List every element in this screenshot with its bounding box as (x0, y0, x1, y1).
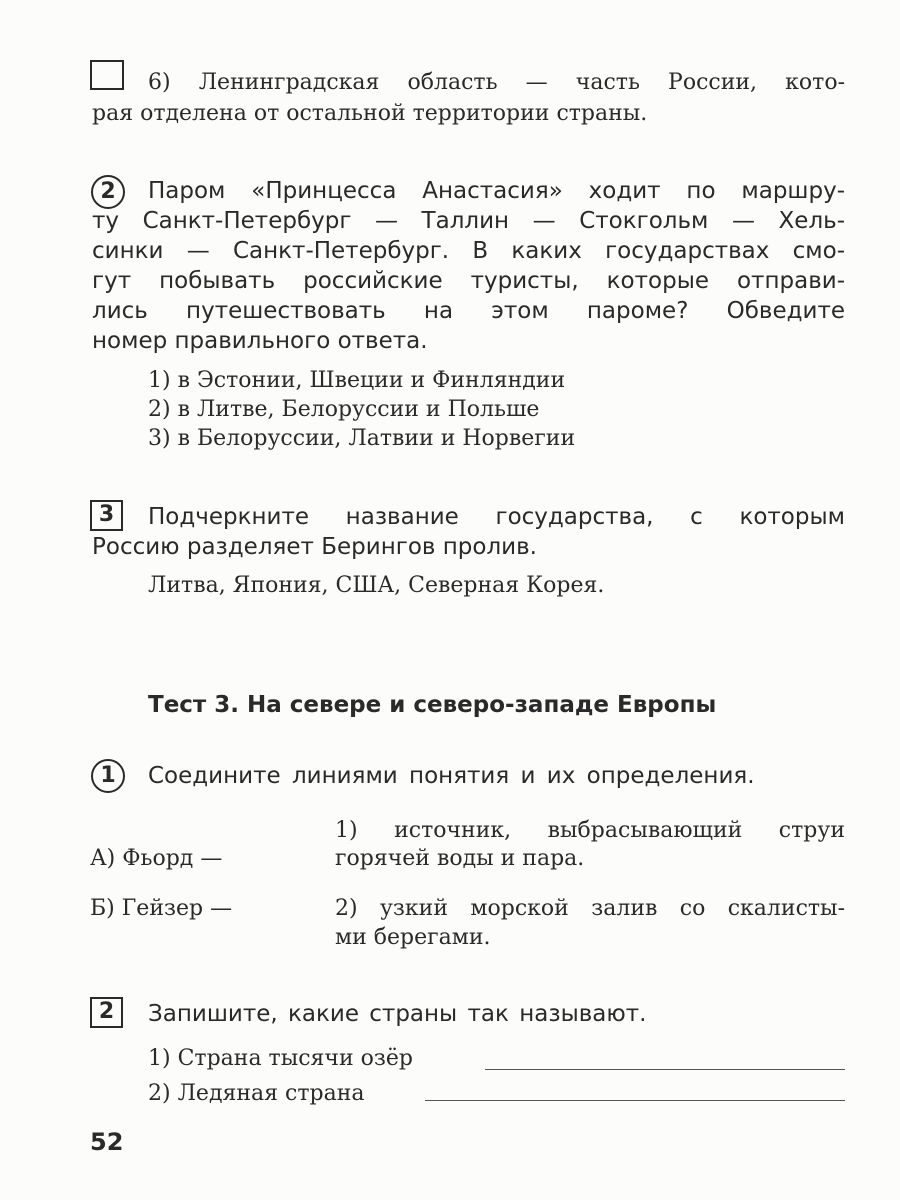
q3-countries[interactable]: Литва, Япония, США, Северная Корея. (148, 573, 605, 598)
definition-2-line1: 2) узкий морской залив со скалисты- (335, 896, 845, 921)
question-number-2: 2 (91, 175, 125, 209)
test3-q2-prompt: Запишите, какие страны так называют. (148, 1001, 647, 1027)
test-title: Тест 3. На севере и северо-западе Европы (148, 692, 717, 718)
test3-q2-item-2: 2) Ледяная страна (148, 1081, 365, 1106)
answer-line-1[interactable] (485, 1069, 845, 1070)
test3-q1-prompt: Соедините линиями понятия и их определения. (148, 763, 755, 789)
q2-line-1: Паром «Принцесса Анастасия» ходит по маршру- (148, 178, 845, 204)
q3-line-2: Россию разделяет Берингов пролив. (92, 534, 537, 560)
q2-line-3: синки — Санкт-Петербург. В каких государствах смо- (92, 238, 845, 264)
test3-q2-item-1: 1) Страна тысячи озёр (148, 1046, 413, 1071)
answer-box-6[interactable] (90, 60, 124, 90)
definition-1-line2: горячей воды и пара. (335, 846, 585, 871)
term-a[interactable]: А) Фьорд — (90, 846, 223, 871)
term-b[interactable]: Б) Гейзер — (90, 896, 233, 921)
task6-line1: 6) Ленинградская область — часть России, кото- (148, 70, 845, 95)
test3-question-number-1: 1 (91, 759, 125, 793)
q2-line-2: ту Санкт-Петербург — Таллин — Стокгольм — Хель- (92, 208, 845, 234)
q2-line-6: номер правильного ответа. (92, 328, 428, 354)
q3-line-1: Подчеркните название государства, с которым (148, 504, 845, 530)
question-number-3: 3 (90, 500, 123, 531)
task6-line2: рая отделена от остальной территории страны. (92, 101, 648, 126)
test3-question-number-2: 2 (90, 997, 123, 1028)
definition-2-line2: ми берегами. (335, 925, 491, 950)
q2-option-1[interactable]: 1) в Эстонии, Швеции и Финляндии (148, 368, 566, 393)
answer-line-2[interactable] (425, 1100, 845, 1101)
q2-option-2[interactable]: 2) в Литве, Белоруссии и Польше (148, 397, 540, 422)
q2-line-5: лись путешествовать на этом пароме? Обведите (92, 298, 845, 324)
q2-line-4: гут побывать российские туристы, которые отправи- (92, 268, 845, 294)
page-number: 52 (90, 1128, 124, 1156)
q2-option-3[interactable]: 3) в Белоруссии, Латвии и Норвегии (148, 426, 576, 451)
definition-1-line1: 1) источник, выбрасывающий струи (335, 818, 845, 843)
